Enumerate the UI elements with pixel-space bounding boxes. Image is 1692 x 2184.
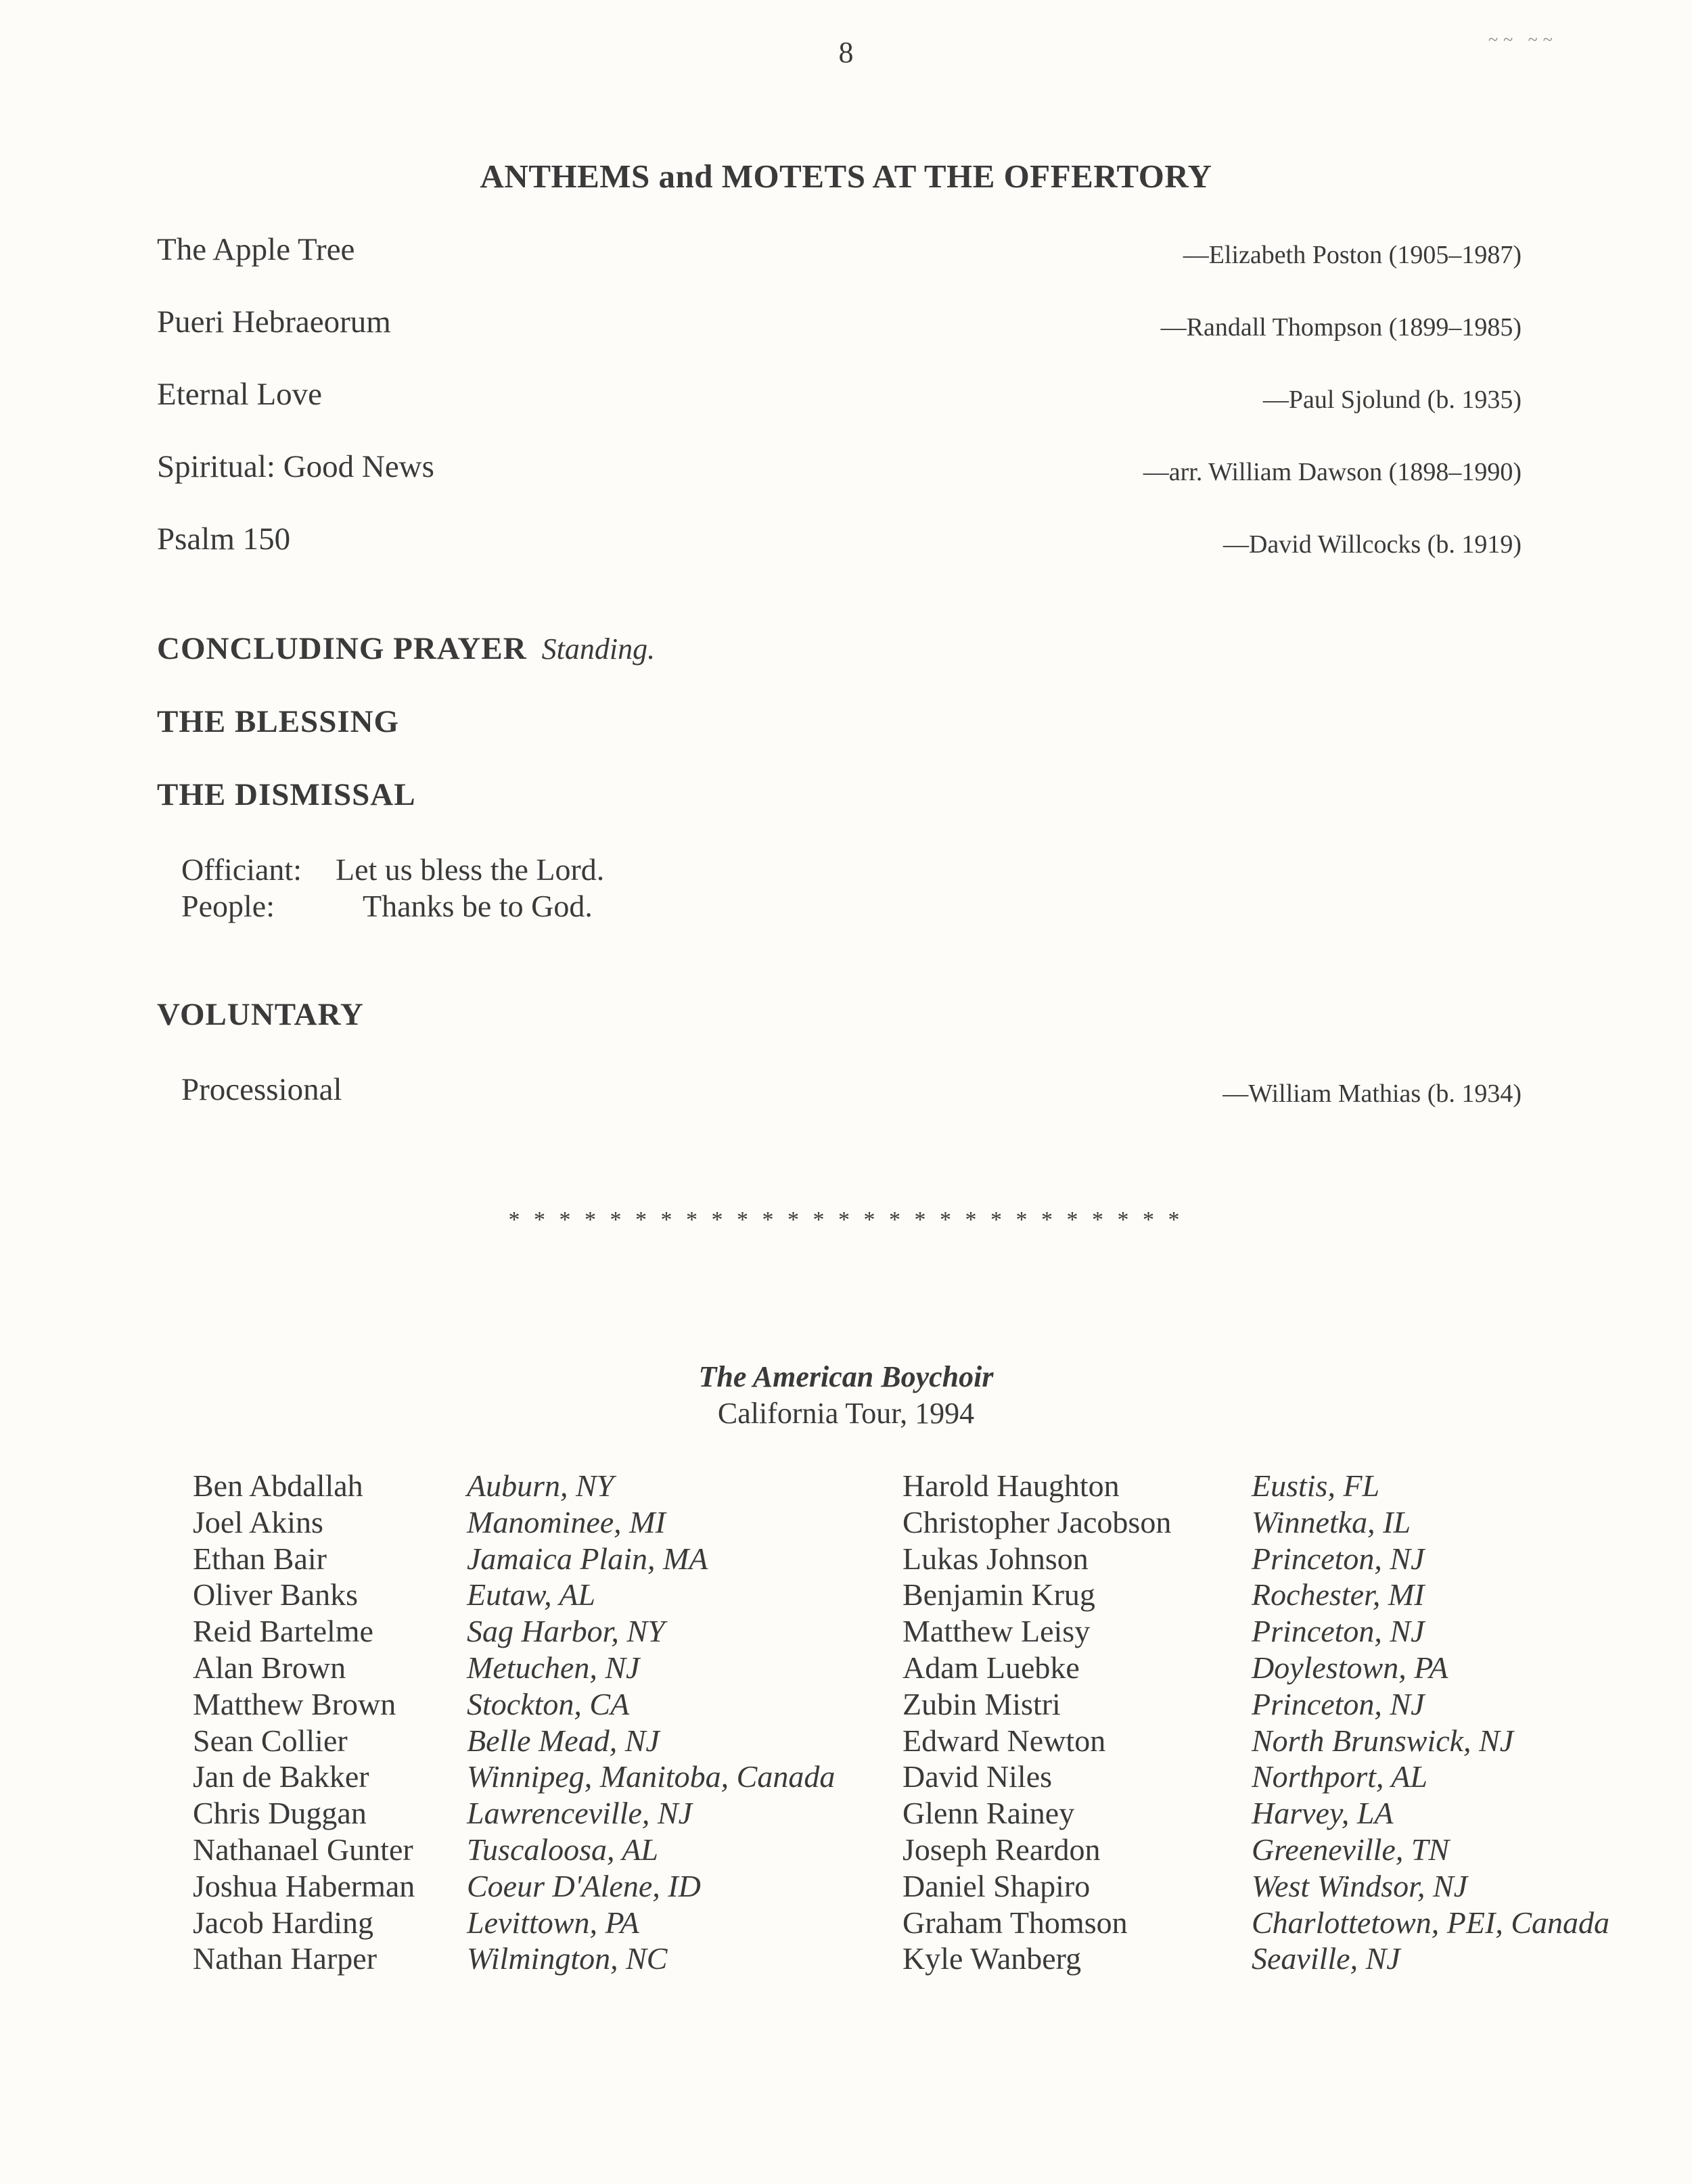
- member-town: Seaville, NJ: [1252, 1941, 1400, 1976]
- response-text: Thanks be to God.: [363, 889, 593, 923]
- member-town: Stockton, CA: [467, 1686, 630, 1721]
- member-name: Christopher Jacobson: [902, 1504, 1172, 1539]
- piece-title: Pueri Hebraeorum: [157, 304, 391, 340]
- member-town: Tuscaloosa, AL: [467, 1832, 658, 1867]
- member-town: Eustis, FL: [1252, 1468, 1380, 1503]
- member-name: Harold Haughton: [902, 1468, 1120, 1503]
- member-name: Sean Collier: [193, 1723, 348, 1758]
- piece-composer: —Randall Thompson (1899–1985): [1160, 313, 1522, 342]
- dismissal-heading: THE DISMISSAL: [157, 777, 416, 812]
- page-number: 8: [838, 36, 854, 69]
- piece-composer: —David Willcocks (b. 1919): [1222, 530, 1522, 559]
- member-name: Zubin Mistri: [902, 1686, 1061, 1721]
- member-name: Alan Brown: [193, 1650, 346, 1685]
- member-name: Jacob Harding: [193, 1905, 373, 1940]
- member-town: Eutaw, AL: [467, 1577, 595, 1612]
- member-town: Doylestown, PA: [1252, 1650, 1448, 1685]
- roster-left-towns: [467, 1468, 835, 1977]
- member-town: Wilmington, NC: [467, 1941, 668, 1976]
- member-name: Daniel Shapiro: [902, 1868, 1091, 1903]
- member-name: Lukas Johnson: [902, 1541, 1089, 1576]
- member-name: Adam Luebke: [902, 1650, 1080, 1685]
- member-name: Joseph Reardon: [902, 1832, 1101, 1867]
- piece-title: The Apple Tree: [157, 232, 355, 267]
- heading-note: Standing.: [541, 632, 656, 666]
- dismissal-line: [181, 888, 593, 924]
- member-name: Benjamin Krug: [902, 1577, 1095, 1612]
- piece-title: Eternal Love: [157, 377, 323, 412]
- member-name: Graham Thomson: [902, 1905, 1128, 1940]
- member-name: Matthew Brown: [193, 1686, 396, 1721]
- member-name: Reid Bartelme: [193, 1614, 373, 1649]
- heading-text: CONCLUDING PRAYER: [157, 631, 527, 666]
- member-town: Levittown, PA: [467, 1905, 639, 1940]
- roster-right-names: [902, 1468, 1171, 1977]
- member-name: Kyle Wanberg: [902, 1941, 1082, 1976]
- member-town: Winnetka, IL: [1252, 1504, 1411, 1539]
- member-town: Metuchen, NJ: [467, 1650, 640, 1685]
- offertory-title: ANTHEMS and MOTETS AT THE OFFERTORY: [480, 158, 1212, 195]
- member-name: Nathanael Gunter: [193, 1832, 413, 1867]
- piece-composer: —Elizabeth Poston (1905–1987): [1183, 241, 1522, 269]
- member-name: Glenn Rainey: [902, 1796, 1075, 1831]
- member-town: Jamaica Plain, MA: [467, 1541, 708, 1576]
- member-town: Belle Mead, NJ: [467, 1723, 660, 1758]
- member-name: Joshua Haberman: [193, 1868, 415, 1903]
- roster-left-names: [193, 1468, 415, 1977]
- member-name: Chris Duggan: [193, 1796, 367, 1831]
- member-town: Manominee, MI: [467, 1504, 666, 1539]
- member-name: David Niles: [902, 1759, 1053, 1794]
- member-town: Princeton, NJ: [1252, 1614, 1425, 1649]
- voluntary-piece: Processional: [181, 1072, 342, 1107]
- corner-marks: ~~ ~~: [1488, 30, 1558, 49]
- voluntary-composer: —William Mathias (b. 1934): [1222, 1079, 1522, 1108]
- member-town: Princeton, NJ: [1252, 1541, 1425, 1576]
- roster-right-towns: [1252, 1468, 1609, 1977]
- member-town: North Brunswick, NJ: [1252, 1723, 1514, 1758]
- choir-title: The American Boychoir: [698, 1360, 994, 1393]
- member-name: Ben Abdallah: [193, 1468, 363, 1503]
- piece-composer: —Paul Sjolund (b. 1935): [1262, 386, 1522, 414]
- dismissal-line: [181, 852, 604, 887]
- speaker-label: Officiant:: [181, 852, 302, 887]
- star-separator: * * * * * * * * * * * * * * * * * * * * * * * * * * *: [508, 1207, 1184, 1232]
- member-name: Matthew Leisy: [902, 1614, 1091, 1649]
- piece-composer: —arr. William Dawson (1898–1990): [1143, 458, 1522, 486]
- member-town: Greeneville, TN: [1252, 1832, 1450, 1867]
- member-town: West Windsor, NJ: [1252, 1868, 1468, 1903]
- member-name: Edward Newton: [902, 1723, 1106, 1758]
- choir-subtitle: California Tour, 1994: [717, 1397, 975, 1430]
- member-name: Jan de Bakker: [193, 1759, 369, 1794]
- member-name: Nathan Harper: [193, 1941, 378, 1976]
- member-town: Rochester, MI: [1252, 1577, 1425, 1612]
- member-town: Auburn, NY: [467, 1468, 614, 1503]
- member-town: Lawrenceville, NJ: [467, 1796, 692, 1831]
- blessing-heading: THE BLESSING: [157, 704, 400, 739]
- piece-title: Spiritual: Good News: [157, 449, 434, 484]
- member-name: Ethan Bair: [193, 1541, 327, 1576]
- member-town: Charlottetown, PEI, Canada: [1252, 1905, 1609, 1940]
- piece-title: Psalm 150: [157, 521, 291, 557]
- speaker-label: People:: [181, 889, 275, 923]
- member-name: Oliver Banks: [193, 1577, 359, 1612]
- member-town: Sag Harbor, NY: [467, 1614, 665, 1649]
- member-town: Northport, AL: [1252, 1759, 1427, 1794]
- member-town: Winnipeg, Manitoba, Canada: [467, 1759, 836, 1794]
- member-town: Harvey, LA: [1252, 1796, 1394, 1831]
- voluntary-heading: VOLUNTARY: [157, 997, 364, 1032]
- member-name: Joel Akins: [193, 1504, 323, 1539]
- member-town: Princeton, NJ: [1252, 1686, 1425, 1721]
- response-text: Let us bless the Lord.: [336, 852, 605, 887]
- member-town: Coeur D'Alene, ID: [467, 1868, 701, 1903]
- concluding-prayer-heading: [157, 630, 655, 667]
